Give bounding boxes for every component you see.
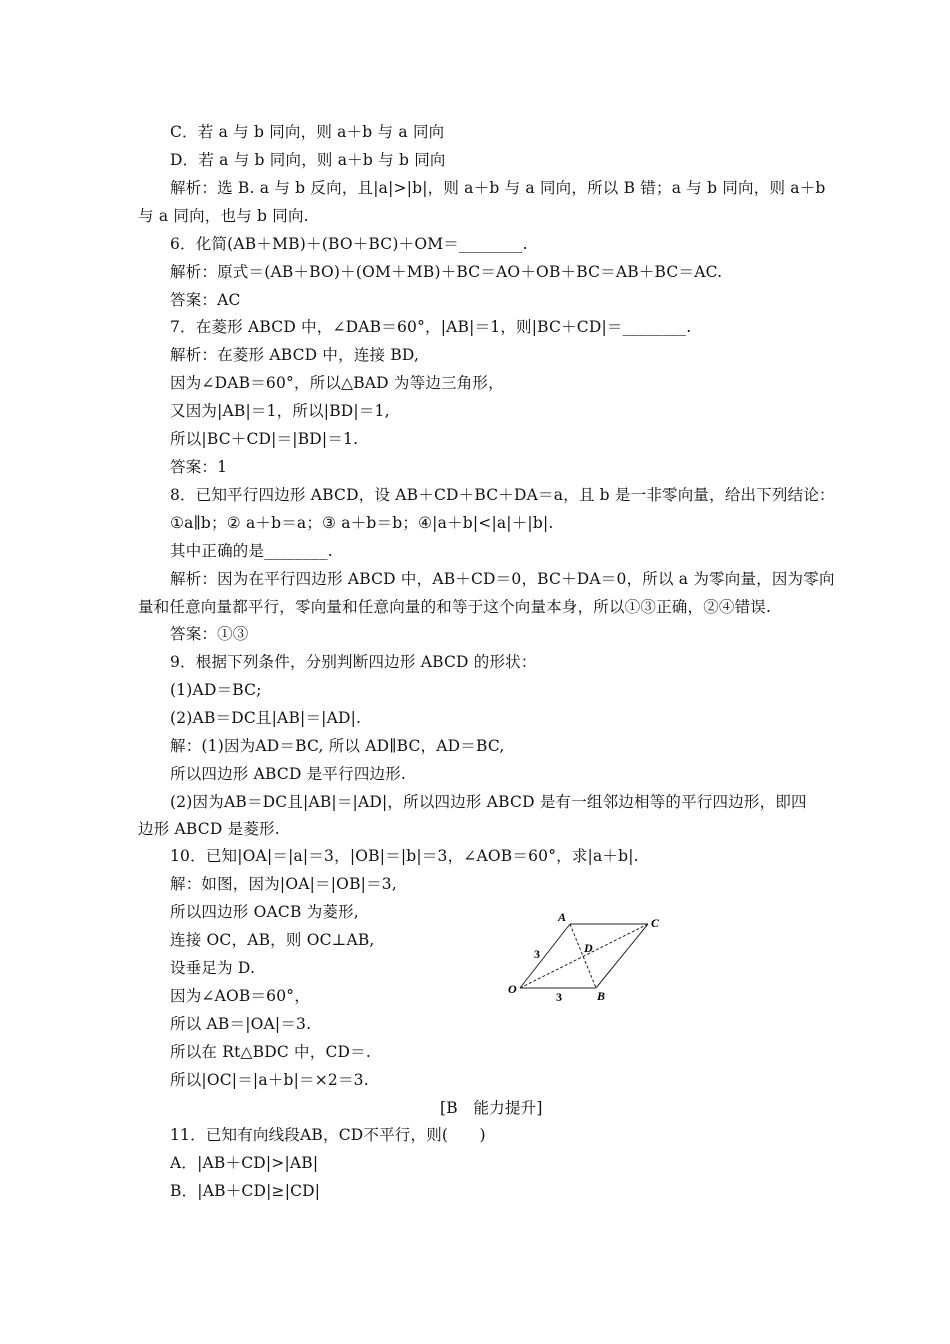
solution-9-line2: 所以四边形 ABCD 是平行四边形.	[170, 765, 407, 783]
solution-10-line6: 所以 AB＝|OA|＝3.	[170, 1015, 312, 1033]
question-11: 11．已知有向线段AB，CD不平行，则( )	[170, 1126, 486, 1144]
analysis-6: 解析：原式＝(AB＋BO)＋(OM＋MB)＋BC＝AO＋OB＋BC＝AB＋BC＝AC.	[170, 263, 723, 281]
analysis-8-line1: 解析：因为在平行四边形 ABCD 中，AB＋CD＝0，BC＋DA＝0，所以 a 为零向量，因为零向	[170, 570, 835, 588]
solution-10-line3: 连接 OC，AB，则 OC⊥AB,	[170, 931, 375, 949]
question-11-option-a: A．|AB＋CD|>|AB|	[170, 1154, 319, 1172]
label-side-left: 3	[534, 947, 540, 961]
answer-7: 答案：1	[170, 458, 228, 476]
analysis-7-line3: 又因为|AB|＝1，所以|BD|＝1,	[170, 402, 390, 420]
analysis-7-line2: 因为∠DAB＝60°，所以△BAD 为等边三角形，	[170, 374, 504, 392]
option-c: C．若 a 与 b 同向，则 a＋b 与 a 同向	[170, 123, 445, 141]
question-6: 6．化简(AB＋MB)＋(BO＋BC)＋OM＝________.	[170, 235, 528, 253]
question-10: 10．已知|OA|＝|a|＝3，|OB|＝|b|＝3，∠AOB＝60°，求|a＋b|.	[170, 847, 639, 865]
question-7: 7．在菱形 ABCD 中，∠DAB＝60°，|AB|＝1，则|BC＋CD|＝________.	[170, 318, 692, 336]
answer-6: 答案：AC	[170, 291, 241, 309]
label-b: B	[597, 989, 606, 1003]
side-cb	[596, 924, 648, 988]
question-11-option-b: B．|AB＋CD|≥|CD|	[170, 1182, 321, 1200]
solution-10-line4: 设垂足为 D.	[170, 959, 256, 977]
solution-10-line7: 所以在 Rt△BDC 中，CD＝.	[170, 1043, 371, 1061]
analysis-7-line4: 所以|BC＋CD|＝|BD|＝1.	[170, 430, 359, 448]
label-c: C	[651, 916, 660, 930]
solution-10-line1: 解：如图，因为|OA|＝|OB|＝3,	[170, 875, 397, 893]
label-o: O	[508, 982, 517, 996]
solution-9-line1: 解：(1)因为AD＝BC, 所以 AD∥BC，AD＝BC,	[170, 737, 505, 755]
side-oa	[520, 924, 570, 988]
question-8-blank: 其中正确的是________.	[170, 542, 333, 560]
question-9-part1: (1)AD＝BC;	[170, 681, 262, 699]
label-side-bottom: 3	[556, 990, 562, 1004]
analysis-8-line2: 量和任意向量都平行，零向量和任意向量的和等于这个向量本身，所以①③正确，②④错误.	[138, 598, 772, 616]
solution-10-line2: 所以四边形 OACB 为菱形,	[170, 903, 359, 921]
rhombus-figure	[500, 908, 680, 1008]
option-d: D．若 a 与 b 同向，则 a＋b 与 b 同向	[170, 151, 446, 169]
question-8: 8．已知平行四边形 ABCD，设 AB＋CD＋BC＋DA＝a，且 b 是一非零向量，给出下列结论：	[170, 486, 835, 504]
analysis-5-line1: 解析：选 B. a 与 b 反向，且|a|>|b|，则 a＋b 与 a 同向，所以 B 错；a 与 b 同向，则 a＋b	[170, 179, 826, 197]
question-9: 9．根据下列条件，分别判断四边形 ABCD 的形状：	[170, 653, 537, 671]
analysis-5-line2: 与 a 同向，也与 b 同向.	[138, 207, 309, 225]
question-8-options: ①a∥b；② a＋b＝a；③ a＋b＝b；④|a＋b|<|a|＋|b|.	[170, 514, 554, 532]
label-a: A	[558, 910, 567, 924]
solution-9-line4: 边形 ABCD 是菱形.	[138, 820, 280, 838]
solution-10-line5: 因为∠AOB＝60°，	[170, 987, 310, 1005]
analysis-7-line1: 解析：在菱形 ABCD 中，连接 BD,	[170, 346, 420, 364]
solution-9-line3: (2)因为AB＝DC且|AB|＝|AD|，所以四边形 ABCD 是有一组邻边相等的平行四边形，即四	[170, 793, 807, 811]
label-d: D	[584, 941, 593, 955]
question-9-part2: (2)AB＝DC且|AB|＝|AD|.	[170, 709, 362, 727]
solution-10-line8: 所以|OC|＝|a＋b|＝×2＝3.	[170, 1071, 369, 1089]
section-heading: [B 能力提升]	[440, 1099, 543, 1117]
answer-8: 答案：①③	[170, 625, 249, 643]
